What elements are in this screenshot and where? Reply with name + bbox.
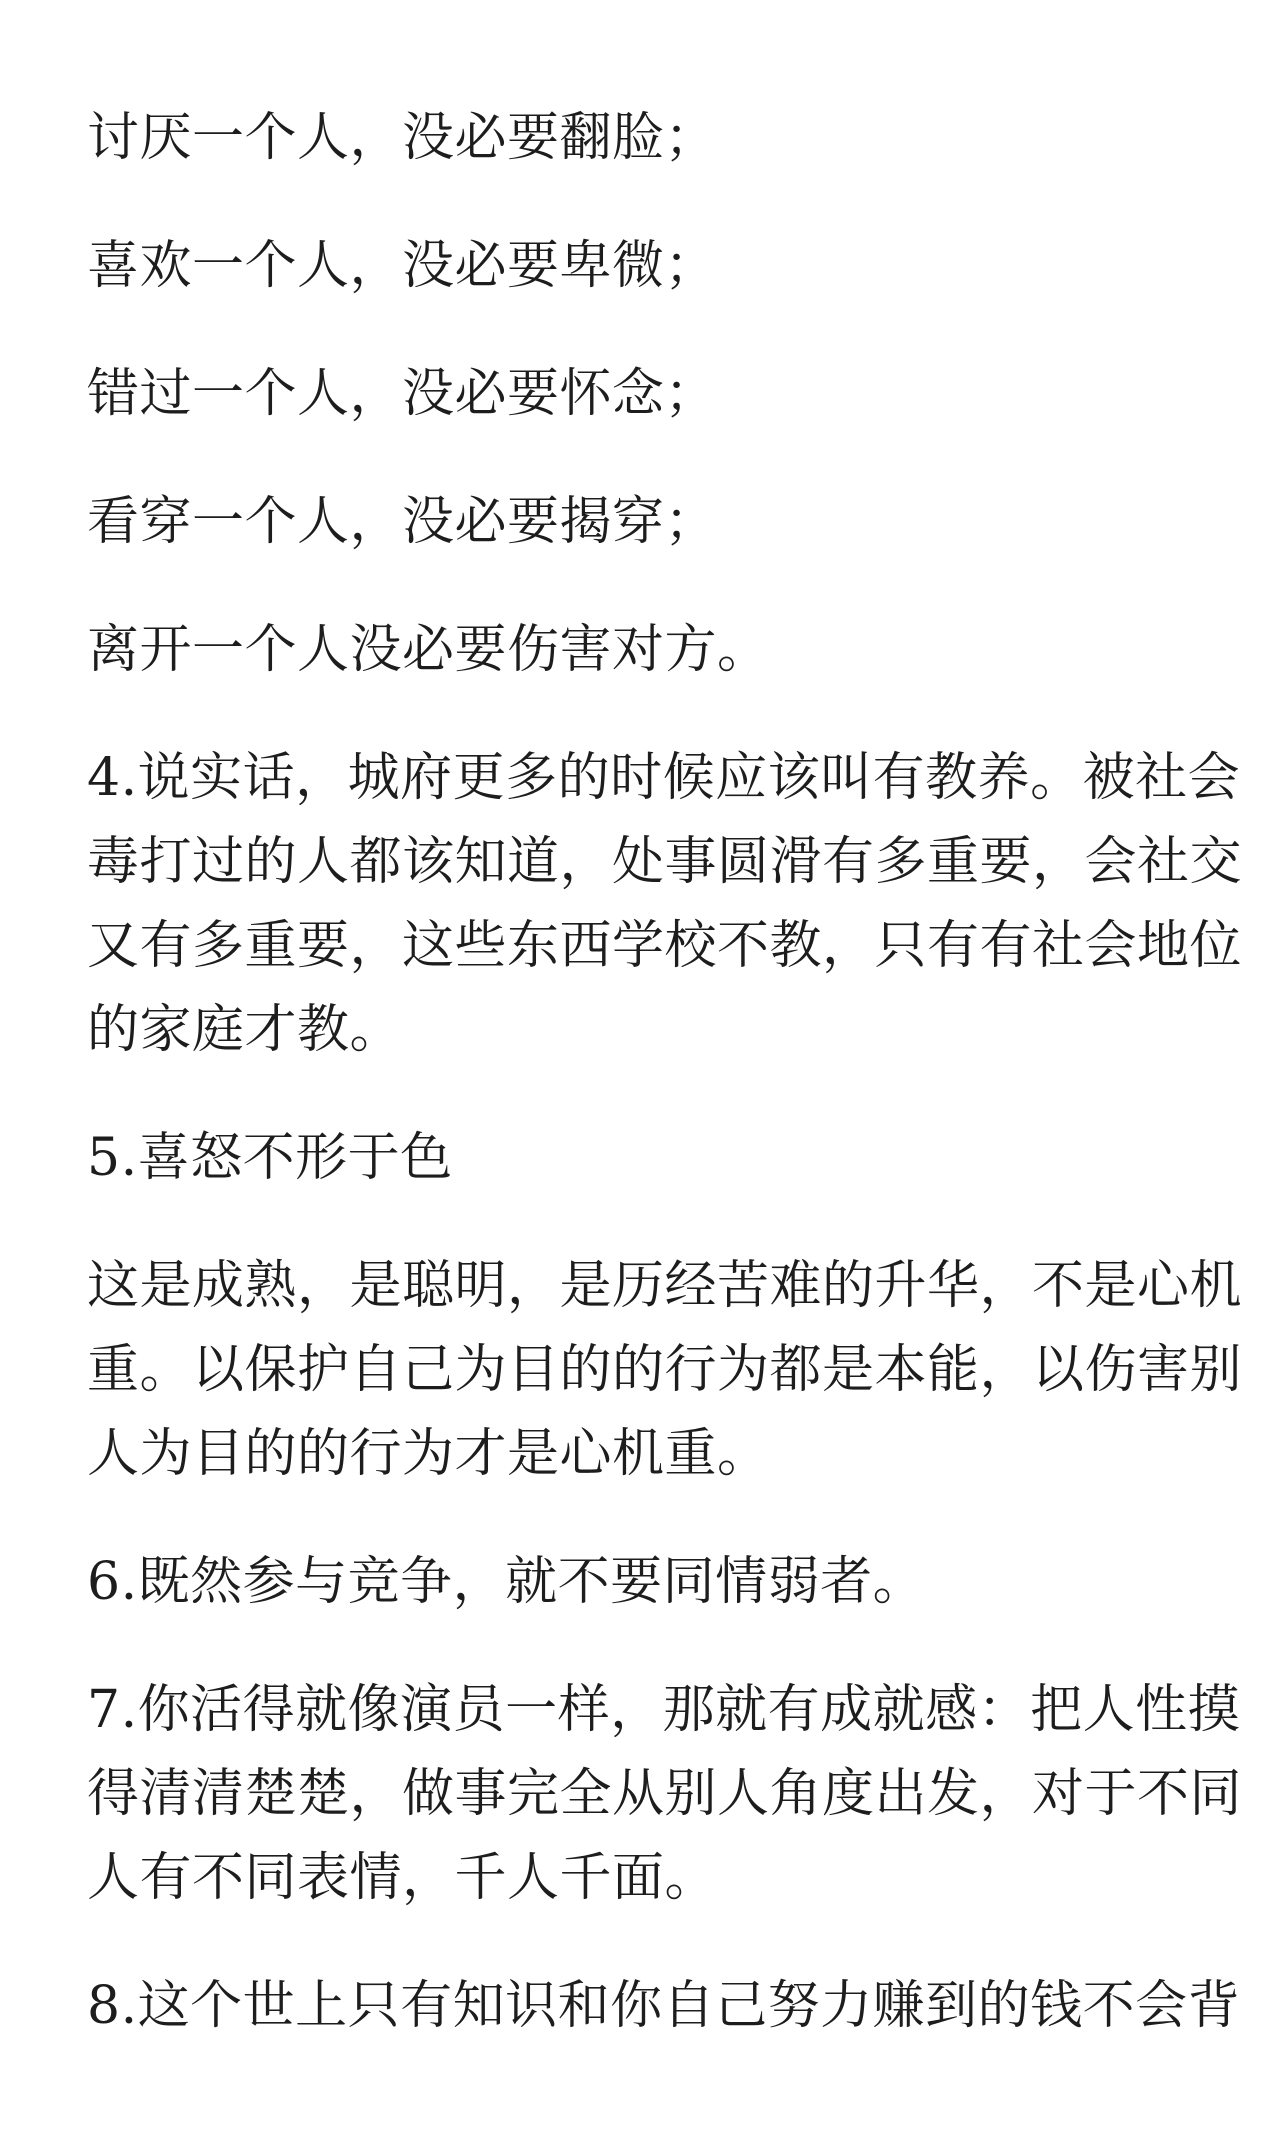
text-line: 喜欢一个人，没必要卑微； <box>87 236 718 296</box>
text-line: 人为目的的行为才是心机重。 <box>87 1424 770 1484</box>
text-line: 讨厌一个人，没必要翻脸； <box>87 108 718 168</box>
paragraph <box>87 224 1197 308</box>
text-line: 5.喜怒不形于色 <box>87 1128 453 1188</box>
text-line: 8.这个世上只有知识和你自己努力赚到的钱不会背 <box>87 1976 1241 2036</box>
paragraph <box>87 1244 1243 1496</box>
text-line: 错过一个人，没必要怀念； <box>87 364 718 424</box>
text-line: 得清清楚楚，做事完全从别人角度出发，对于不同 <box>87 1764 1243 1824</box>
text-line: 4.说实话，城府更多的时候应该叫有教养。被社会 <box>87 748 1241 808</box>
paragraph <box>87 96 1197 180</box>
text-line: 毒打过的人都该知道，处事圆滑有多重要，会社交 <box>87 832 1243 892</box>
text-line: 离开一个人没必要伤害对方。 <box>87 620 770 680</box>
paragraph-8 <box>87 1964 1241 2048</box>
text-line: 这是成熟，是聪明，是历经苦难的升华，不是心机 <box>87 1256 1243 1316</box>
paragraph <box>87 352 1197 436</box>
text-line: 重。以保护自己为目的的行为都是本能，以伤害别 <box>87 1340 1243 1400</box>
paragraph-4 <box>87 736 1243 1072</box>
text-line: 看穿一个人，没必要揭穿； <box>87 492 718 552</box>
paragraph-5-heading <box>87 1116 1197 1200</box>
text-line: 人有不同表情，千人千面。 <box>87 1848 718 1908</box>
text-line: 7.你活得就像演员一样，那就有成就感：把人性摸 <box>87 1680 1241 1740</box>
article-body <box>87 96 1243 2092</box>
paragraph-7 <box>87 1668 1243 1920</box>
paragraph <box>87 608 1197 692</box>
text-line: 又有多重要，这些东西学校不教，只有有社会地位 <box>87 916 1243 976</box>
text-line: 6.既然参与竞争，就不要同情弱者。 <box>87 1552 926 1612</box>
paragraph <box>87 480 1197 564</box>
text-line: 的家庭才教。 <box>87 1000 403 1060</box>
paragraph-6 <box>87 1540 1197 1624</box>
